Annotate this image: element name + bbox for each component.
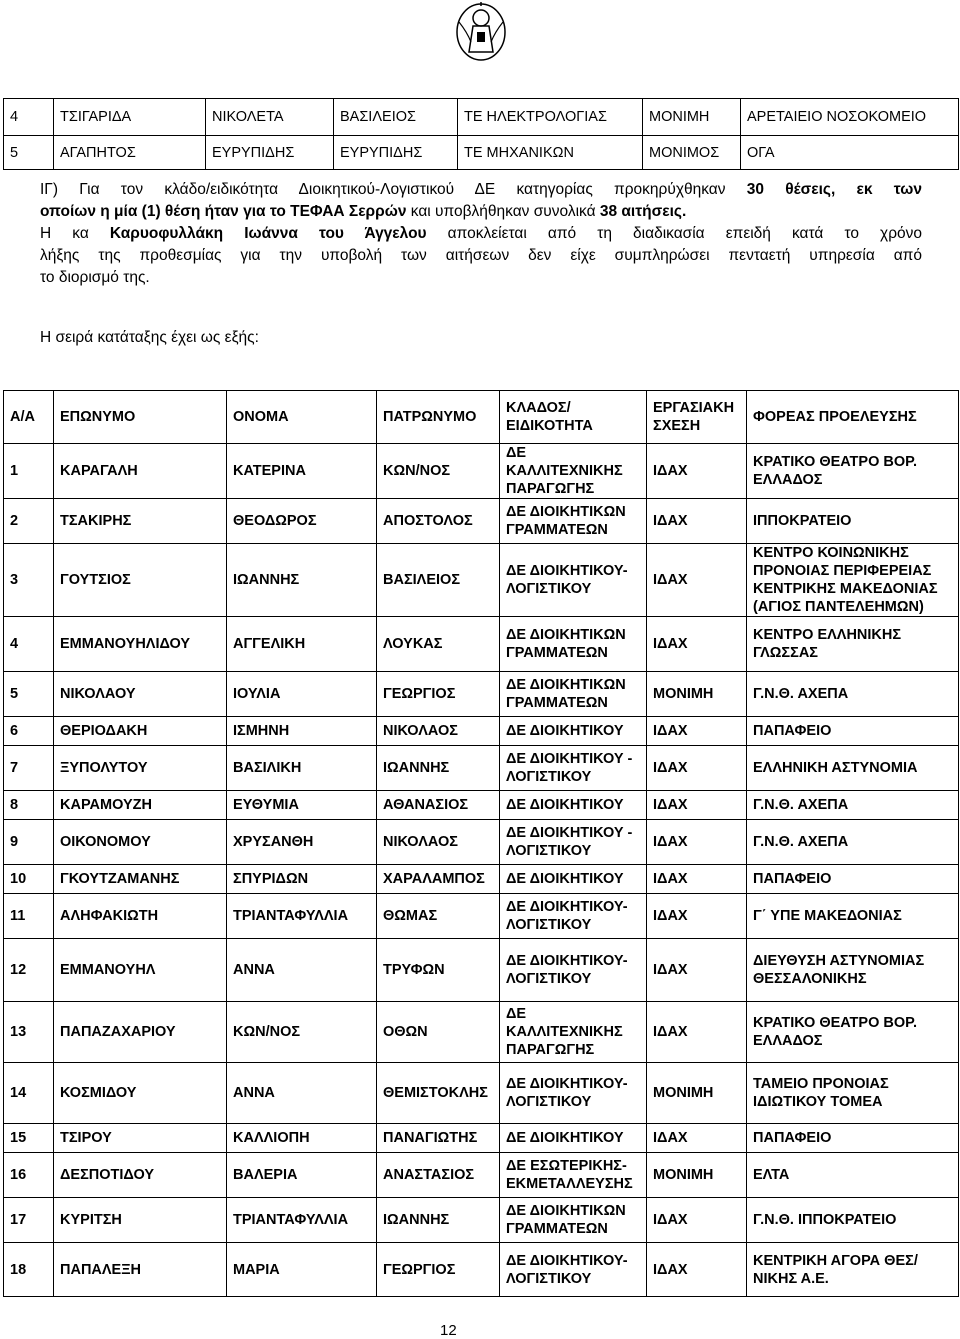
cell-employment-relation: ΙΔΑΧ <box>647 894 747 939</box>
cell-surname: ΕΜΜΑΝΟΥΗΛΙΔΟΥ <box>54 617 227 672</box>
cell-specialty: ΔΕ ΔΙΟΙΚΗΤΙΚΟΥ <box>500 717 647 746</box>
previous-table-row <box>4 136 959 170</box>
cell-employment-relation: ΙΔΑΧ <box>647 820 747 865</box>
cell-employment-relation: ΜΟΝΙΜΗ <box>643 99 741 136</box>
cell-surname: ΑΛΗΦΑΚΙΩΤΗ <box>54 894 227 939</box>
cell-surname: ΔΕΣΠΟΤΙΔΟΥ <box>54 1153 227 1198</box>
cell-aa: 15 <box>4 1124 54 1153</box>
cell-father-name: ΙΩΑΝΝΗΣ <box>377 746 500 791</box>
cell-origin-body: ΙΠΠΟΚΡΑΤΕΙΟ <box>747 499 959 544</box>
ranking-row <box>4 1243 959 1297</box>
cell-specialty: ΔΕ ΔΙΟΙΚΗΤΙΚΩΝ ΓΡΑΜΜΑΤΕΩΝ <box>500 1198 647 1243</box>
cell-surname: ΘΕΡΙΟΔΑΚΗ <box>54 717 227 746</box>
cell-surname: ΕΜΜΑΝΟΥΗΛ <box>54 939 227 1002</box>
cell-origin-body: ΟΓΑ <box>741 136 959 170</box>
cell-origin-body: ΠΑΠΑΦΕΙΟ <box>747 717 959 746</box>
ranking-row <box>4 865 959 894</box>
para-line-4: λήξης της προθεσμίας για την υποβολή των αιτήσεων δεν είχε συμπληρώσει πενταετή υπηρεσία από <box>40 247 922 264</box>
cell-employment-relation: ΙΔΑΧ <box>647 791 747 820</box>
cell-aa: 14 <box>4 1063 54 1124</box>
cell-origin-body: ΚΕΝΤΡΟ ΕΛΛΗΝΙΚΗΣ ΓΛΩΣΣΑΣ <box>747 617 959 672</box>
cell-father-name: ΠΑΝΑΓΙΩΤΗΣ <box>377 1124 500 1153</box>
cell-aa: 9 <box>4 820 54 865</box>
ranking-row <box>4 617 959 672</box>
cell-first-name: ΤΡΙΑΝΤΑΦΥΛΛΙΑ <box>227 894 377 939</box>
cell-origin-body: ΔΙΕΥΘΥΣΗ ΑΣΤΥΝΟΜΙΑΣ ΘΕΣΣΑΛΟΝΙΚΗΣ <box>747 939 959 1002</box>
ranking-row <box>4 1153 959 1198</box>
cell-aa: 10 <box>4 865 54 894</box>
cell-first-name: ΚΑΤΕΡΙΝΑ <box>227 444 377 499</box>
cell-employment-relation: ΙΔΑΧ <box>647 1243 747 1297</box>
cell-father-name: ΧΑΡΑΛΑΜΠΟΣ <box>377 865 500 894</box>
ranking-row <box>4 444 959 499</box>
cell-specialty: ΔΕ ΔΙΟΙΚΗΤΙΚΟΥ <box>500 791 647 820</box>
cell-specialty: ΔΕ ΔΙΟΙΚΗΤΙΚΟΥ-ΛΟΓΙΣΤΙΚΟΥ <box>500 939 647 1002</box>
cell-origin-body: Γ.Ν.Θ. ΙΠΠΟΚΡΑΤΕΙΟ <box>747 1198 959 1243</box>
cell-specialty: ΔΕ ΔΙΟΙΚΗΤΙΚΟΥ-ΛΟΓΙΣΤΙΚΟΥ <box>500 1243 647 1297</box>
cell-aa: 4 <box>4 99 54 136</box>
header-specialty: ΚΛΑΔΟΣ/ ΕΙΔΙΚΟΤΗΤΑ <box>500 391 647 444</box>
cell-father-name: ΙΩΑΝΝΗΣ <box>377 1198 500 1243</box>
cell-employment-relation: ΙΔΑΧ <box>647 499 747 544</box>
para-line-3: Η κα Καρυοφυλλάκη Ιωάννα του Άγγελου αποκλείεται από τη διαδικασία επειδή κατά το χρόνο <box>40 225 923 242</box>
ranking-row <box>4 672 959 717</box>
cell-aa: 12 <box>4 939 54 1002</box>
cell-first-name: ΣΠΥΡΙΔΩΝ <box>227 865 377 894</box>
cell-employment-relation: ΜΟΝΙΜΗ <box>647 1063 747 1124</box>
cell-father-name: ΟΘΩΝ <box>377 1002 500 1063</box>
ranking-row <box>4 1002 959 1063</box>
cell-father-name: ΛΟΥΚΑΣ <box>377 617 500 672</box>
cell-specialty: ΔΕ ΔΙΟΙΚΗΤΙΚΩΝ ΓΡΑΜΜΑΤΕΩΝ <box>500 672 647 717</box>
para-line-1: ΙΓ) Για τον κλάδο/ειδικότητα Διοικητικού-Λογιστικού ΔΕ κατηγορίας προκηρύχθηκαν 30 θέσεις, εκ των <box>40 181 922 198</box>
cell-specialty: ΔΕ ΚΑΛΛΙΤΕΧΝΙΚΗΣ ΠΑΡΑΓΩΓΗΣ <box>500 1002 647 1063</box>
cell-aa: 4 <box>4 617 54 672</box>
cell-aa: 5 <box>4 136 54 170</box>
cell-employment-relation: ΙΔΑΧ <box>647 444 747 499</box>
cell-origin-body: ΠΑΠΑΦΕΙΟ <box>747 865 959 894</box>
header-surname: ΕΠΩΝΥΜΟ <box>54 391 227 444</box>
cell-specialty: ΔΕ ΔΙΟΙΚΗΤΙΚΟΥ <box>500 865 647 894</box>
cell-surname: ΓΚΟΥΤΖΑΜΑΝΗΣ <box>54 865 227 894</box>
cell-first-name: ΚΩΝ/ΝΟΣ <box>227 1002 377 1063</box>
cell-surname: ΟΙΚΟΝΟΜΟΥ <box>54 820 227 865</box>
cell-father-name: ΒΑΣΙΛΕΙΟΣ <box>334 99 458 136</box>
cell-father-name: ΚΩΝ/ΝΟΣ <box>377 444 500 499</box>
cell-first-name: ΧΡΥΣΑΝΘΗ <box>227 820 377 865</box>
ranking-row <box>4 894 959 939</box>
cell-specialty: ΔΕ ΚΑΛΛΙΤΕΧΝΙΚΗΣ ΠΑΡΑΓΩΓΗΣ <box>500 444 647 499</box>
cell-surname: ΤΣΙΓΑΡΙΔΑ <box>54 99 206 136</box>
category-intro-paragraph <box>40 179 922 289</box>
cell-father-name: ΘΕΜΙΣΤΟΚΛΗΣ <box>377 1063 500 1124</box>
ranking-row <box>4 791 959 820</box>
cell-origin-body: ΚΕΝΤΡΟ ΚΟΙΝΩΝΙΚΗΣ ΠΡΟΝΟΙΑΣ ΠΕΡΙΦΕΡΕΙΑΣ ΚΕΝΤΡΙΚΗΣ ΜΑΚΕΔΟΝΙΑΣ (ΑΓΙΟΣ ΠΑΝΤΕΛΕΗΜΩΝ) <box>747 544 959 617</box>
cell-surname: ΠΑΠΑΛΕΞΗ <box>54 1243 227 1297</box>
cell-employment-relation: ΙΔΑΧ <box>647 544 747 617</box>
cell-father-name: ΑΠΟΣΤΟΛΟΣ <box>377 499 500 544</box>
para-line-5: το διορισμό της. <box>40 269 150 286</box>
cell-first-name: ΒΑΛΕΡΙΑ <box>227 1153 377 1198</box>
cell-surname: ΞΥΠΟΛΥΤΟΥ <box>54 746 227 791</box>
cell-aa: 1 <box>4 444 54 499</box>
cell-specialty: ΤΕ ΗΛΕΚΤΡΟΛΟΓΙΑΣ <box>458 99 643 136</box>
cell-father-name: ΑΘΑΝΑΣΙΟΣ <box>377 791 500 820</box>
cell-specialty: ΔΕ ΔΙΟΙΚΗΤΙΚΟΥ-ΛΟΓΙΣΤΙΚΟΥ <box>500 1063 647 1124</box>
cell-surname: ΠΑΠΑΖΑΧΑΡΙΟΥ <box>54 1002 227 1063</box>
cell-specialty: ΔΕ ΔΙΟΙΚΗΤΙΚΩΝ ΓΡΑΜΜΑΤΕΩΝ <box>500 499 647 544</box>
cell-first-name: ΙΟΥΛΙΑ <box>227 672 377 717</box>
previous-table-row <box>4 99 959 136</box>
cell-aa: 13 <box>4 1002 54 1063</box>
cell-origin-body: ΕΛΤΑ <box>747 1153 959 1198</box>
cell-father-name: ΕΥΡΥΠΙΔΗΣ <box>334 136 458 170</box>
cell-employment-relation: ΙΔΑΧ <box>647 717 747 746</box>
cell-first-name: ΑΓΓΕΛΙΚΗ <box>227 617 377 672</box>
ranking-row <box>4 1198 959 1243</box>
cell-first-name: ΙΩΑΝΝΗΣ <box>227 544 377 617</box>
cell-origin-body: ΠΑΠΑΦΕΙΟ <box>747 1124 959 1153</box>
cell-origin-body: ΑΡΕΤΑΙΕΙΟ ΝΟΣΟΚΟΜΕΙΟ <box>741 99 959 136</box>
cell-father-name: ΓΕΩΡΓΙΟΣ <box>377 672 500 717</box>
cell-origin-body: Γ.Ν.Θ. ΑΧΕΠΑ <box>747 791 959 820</box>
ranking-row <box>4 717 959 746</box>
cell-aa: 5 <box>4 672 54 717</box>
cell-surname: ΚΑΡΑΓΑΛΗ <box>54 444 227 499</box>
cell-surname: ΝΙΚΟΛΑΟΥ <box>54 672 227 717</box>
header-father-name: ΠΑΤΡΩΝΥΜΟ <box>377 391 500 444</box>
cell-aa: 17 <box>4 1198 54 1243</box>
header-employment-relation: ΕΡΓΑΣΙΑΚΗ ΣΧΕΣΗ <box>647 391 747 444</box>
cell-specialty: ΔΕ ΔΙΟΙΚΗΤΙΚΟΥ - ΛΟΓΙΣΤΙΚΟΥ <box>500 746 647 791</box>
cell-surname: ΤΣΙΡΟΥ <box>54 1124 227 1153</box>
cell-first-name: ΘΕΟΔΩΡΟΣ <box>227 499 377 544</box>
ranking-intro-text: Η σειρά κατάταξης έχει ως εξής: <box>40 329 259 346</box>
cell-aa: 16 <box>4 1153 54 1198</box>
cell-employment-relation: ΙΔΑΧ <box>647 617 747 672</box>
cell-surname: ΑΓΑΠΗΤΟΣ <box>54 136 206 170</box>
header-origin-body: ΦΟΡΕΑΣ ΠΡΟΕΛΕΥΣΗΣ <box>747 391 959 444</box>
para-line-2: οποίων η μία (1) θέση ήταν για το ΤΕΦΑΑ Σερρών και υποβλήθηκαν συνολικά 38 αιτήσεις. <box>40 203 687 220</box>
cell-aa: 18 <box>4 1243 54 1297</box>
cell-first-name: ΤΡΙΑΝΤΑΦΥΛΛΙΑ <box>227 1198 377 1243</box>
cell-origin-body: ΚΡΑΤΙΚΟ ΘΕΑΤΡΟ ΒΟΡ. ΕΛΛΑΔΟΣ <box>747 1002 959 1063</box>
cell-origin-body: Γ΄ ΥΠΕ ΜΑΚΕΔΟΝΙΑΣ <box>747 894 959 939</box>
cell-origin-body: ΤΑΜΕΙΟ ΠΡΟΝΟΙΑΣ ΙΔΙΩΤΙΚΟΥ ΤΟΜΕΑ <box>747 1063 959 1124</box>
cell-father-name: ΒΑΣΙΛΕΙΟΣ <box>377 544 500 617</box>
cell-specialty: ΔΕ ΔΙΟΙΚΗΤΙΚΟΥ - ΛΟΓΙΣΤΙΚΟΥ <box>500 820 647 865</box>
cell-first-name: ΑΝΝΑ <box>227 939 377 1002</box>
cell-first-name: ΕΥΡΥΠΙΔΗΣ <box>206 136 334 170</box>
ranking-table-header <box>4 391 959 444</box>
cell-father-name: ΓΕΩΡΓΙΟΣ <box>377 1243 500 1297</box>
cell-aa: 3 <box>4 544 54 617</box>
cell-specialty: ΤΕ ΜΗΧΑΝΙΚΩΝ <box>458 136 643 170</box>
cell-employment-relation: ΙΔΑΧ <box>647 939 747 1002</box>
cell-employment-relation: ΙΔΑΧ <box>647 865 747 894</box>
cell-aa: 6 <box>4 717 54 746</box>
university-seal-logo <box>445 2 517 62</box>
ranking-table <box>3 390 959 1297</box>
cell-first-name: ΝΙΚΟΛΕΤΑ <box>206 99 334 136</box>
ranking-row <box>4 499 959 544</box>
cell-father-name: ΝΙΚΟΛΑΟΣ <box>377 717 500 746</box>
cell-aa: 11 <box>4 894 54 939</box>
cell-surname: ΚΟΣΜΙΔΟΥ <box>54 1063 227 1124</box>
cell-specialty: ΔΕ ΔΙΟΙΚΗΤΙΚΩΝ ΓΡΑΜΜΑΤΕΩΝ <box>500 617 647 672</box>
cell-father-name: ΤΡΥΦΩΝ <box>377 939 500 1002</box>
header-aa: Α/Α <box>4 391 54 444</box>
ranking-row <box>4 544 959 617</box>
cell-employment-relation: ΙΔΑΧ <box>647 746 747 791</box>
cell-surname: ΤΣΑΚΙΡΗΣ <box>54 499 227 544</box>
cell-first-name: ΚΑΛΛΙΟΠΗ <box>227 1124 377 1153</box>
cell-first-name: ΕΥΘΥΜΙΑ <box>227 791 377 820</box>
cell-first-name: ΑΝΝΑ <box>227 1063 377 1124</box>
cell-aa: 2 <box>4 499 54 544</box>
cell-origin-body: Γ.Ν.Θ. ΑΧΕΠΑ <box>747 672 959 717</box>
cell-employment-relation: ΙΔΑΧ <box>647 1198 747 1243</box>
ranking-row <box>4 820 959 865</box>
cell-employment-relation: ΜΟΝΙΜΗ <box>647 1153 747 1198</box>
cell-aa: 7 <box>4 746 54 791</box>
cell-surname: ΓΟΥΤΣΙΟΣ <box>54 544 227 617</box>
cell-father-name: ΘΩΜΑΣ <box>377 894 500 939</box>
cell-first-name: ΜΑΡΙΑ <box>227 1243 377 1297</box>
cell-first-name: ΒΑΣΙΛΙΚΗ <box>227 746 377 791</box>
cell-employment-relation: ΜΟΝΙΜΗ <box>647 672 747 717</box>
ranking-row <box>4 1124 959 1153</box>
cell-employment-relation: ΙΔΑΧ <box>647 1002 747 1063</box>
ranking-row <box>4 746 959 791</box>
cell-employment-relation: ΙΔΑΧ <box>647 1124 747 1153</box>
cell-first-name: ΙΣΜΗΝΗ <box>227 717 377 746</box>
cell-surname: ΚΥΡΙΤΣΗ <box>54 1198 227 1243</box>
cell-specialty: ΔΕ ΔΙΟΙΚΗΤΙΚΟΥ-ΛΟΓΙΣΤΙΚΟΥ <box>500 544 647 617</box>
cell-father-name: ΑΝΑΣΤΑΣΙΟΣ <box>377 1153 500 1198</box>
cell-employment-relation: ΜΟΝΙΜΟΣ <box>643 136 741 170</box>
ranking-row <box>4 939 959 1002</box>
cell-surname: ΚΑΡΑΜΟΥΖΗ <box>54 791 227 820</box>
cell-origin-body: Γ.Ν.Θ. ΑΧΕΠΑ <box>747 820 959 865</box>
cell-specialty: ΔΕ ΔΙΟΙΚΗΤΙΚΟΥ-ΛΟΓΙΣΤΙΚΟΥ <box>500 894 647 939</box>
previous-results-table <box>3 98 959 170</box>
cell-origin-body: ΚΕΝΤΡΙΚΗ ΑΓΟΡΑ ΘΕΣ/ΝΙΚΗΣ Α.Ε. <box>747 1243 959 1297</box>
cell-origin-body: ΚΡΑΤΙΚΟ ΘΕΑΤΡΟ ΒΟΡ. ΕΛΛΑΔΟΣ <box>747 444 959 499</box>
cell-aa: 8 <box>4 791 54 820</box>
cell-specialty: ΔΕ ΕΣΩΤΕΡΙΚΗΣ-ΕΚΜΕΤΑΛΛΕΥΣΗΣ <box>500 1153 647 1198</box>
cell-father-name: ΝΙΚΟΛΑΟΣ <box>377 820 500 865</box>
cell-origin-body: ΕΛΛΗΝΙΚΗ ΑΣΤΥΝΟΜΙΑ <box>747 746 959 791</box>
header-first-name: ΟΝΟΜΑ <box>227 391 377 444</box>
ranking-row <box>4 1063 959 1124</box>
cell-specialty: ΔΕ ΔΙΟΙΚΗΤΙΚΟΥ <box>500 1124 647 1153</box>
page-number: 12 <box>440 1322 457 1339</box>
